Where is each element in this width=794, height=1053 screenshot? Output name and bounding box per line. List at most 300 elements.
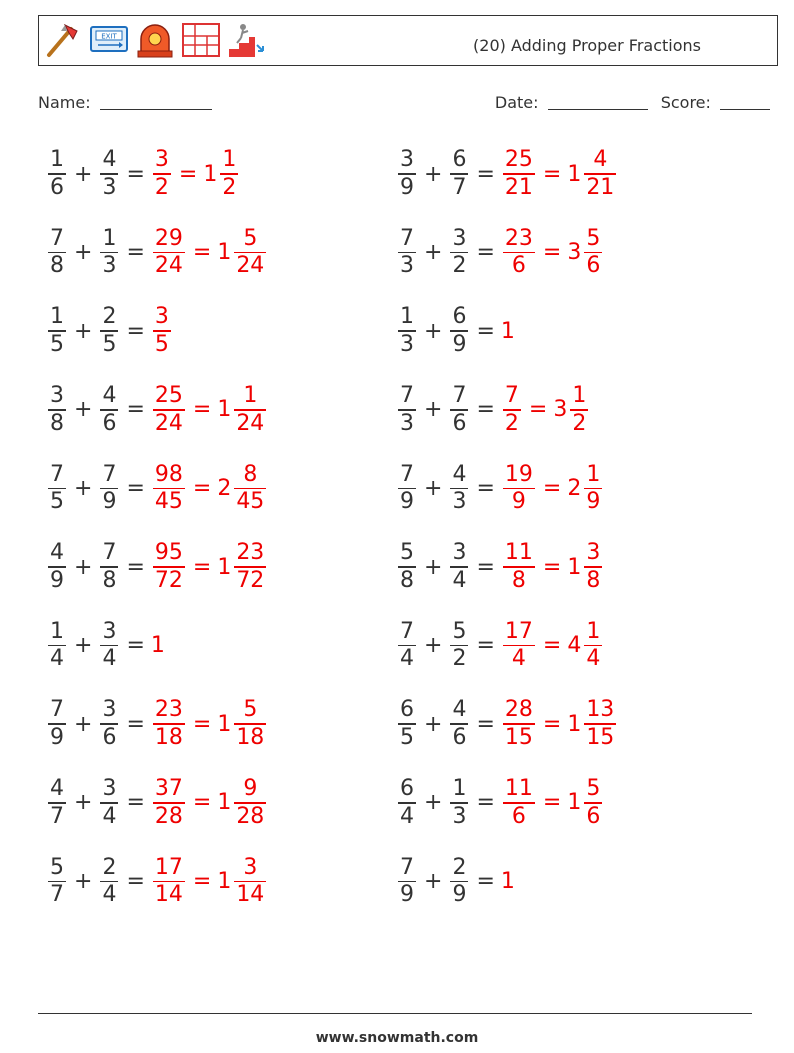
answer	[151, 383, 268, 437]
answer	[501, 147, 618, 201]
denominator: 3	[400, 410, 414, 436]
answer-improper-fraction	[503, 383, 521, 437]
answer-mixed-fraction	[584, 462, 602, 516]
equals-sign: =	[126, 318, 145, 344]
answer	[151, 697, 268, 751]
addend-fraction	[48, 619, 66, 673]
denominator: 5	[154, 331, 169, 357]
answer-equals-sign: =	[192, 554, 212, 580]
answer-whole-part: 1	[217, 711, 232, 737]
numerator: 1	[400, 304, 414, 330]
answer-whole-part: 4	[567, 633, 582, 659]
numerator: 2	[102, 304, 117, 330]
denominator: 28	[154, 803, 183, 829]
numerator: 8	[243, 461, 258, 487]
addend-fraction	[48, 540, 66, 594]
addend-fraction	[450, 383, 468, 437]
problem-question	[396, 226, 501, 280]
denominator: 6	[586, 253, 601, 279]
numerator: 7	[102, 540, 117, 566]
numerator: 3	[452, 540, 467, 566]
date-label: Date:	[494, 93, 539, 112]
answer-mixed-fraction	[234, 855, 266, 909]
problem-item	[46, 535, 268, 599]
numerator: 4	[102, 383, 117, 409]
fire-axe-icon	[43, 21, 83, 59]
denominator: 8	[50, 253, 64, 279]
denominator: 4	[50, 646, 64, 672]
answer	[501, 619, 604, 673]
addend-fraction	[100, 304, 118, 358]
denominator: 2	[452, 646, 467, 672]
equals-sign: =	[476, 397, 495, 423]
denominator: 6	[452, 410, 467, 436]
addend-fraction	[450, 697, 468, 751]
numerator: 13	[586, 697, 615, 723]
addend-fraction	[398, 147, 416, 201]
numerator: 7	[50, 697, 64, 723]
header-icons	[43, 21, 267, 59]
denominator: 4	[511, 646, 526, 672]
problem-question	[46, 226, 151, 280]
plus-sign: +	[74, 318, 93, 344]
numerator: 3	[102, 776, 117, 802]
name-field	[38, 93, 212, 112]
addend-fraction	[398, 383, 416, 437]
denominator: 4	[102, 646, 117, 672]
denominator: 3	[400, 253, 414, 279]
answer	[151, 540, 268, 594]
floor-plan-icon	[181, 21, 221, 59]
problem-item	[396, 692, 618, 756]
numerator: 4	[452, 461, 467, 487]
denominator: 7	[50, 882, 64, 908]
numerator: 4	[50, 776, 64, 802]
numerator: 1	[452, 776, 467, 802]
problem-item	[396, 771, 604, 835]
denominator: 3	[452, 803, 467, 829]
answer-improper-fraction	[503, 147, 535, 201]
answer-whole-number: 1	[500, 318, 515, 344]
problem-question	[46, 619, 151, 673]
addend-fraction	[450, 462, 468, 516]
answer-equals-sign: =	[192, 711, 212, 737]
stairs-escape-icon	[227, 21, 267, 59]
answer-improper-fraction	[503, 776, 535, 830]
numerator: 5	[586, 776, 601, 802]
denominator: 4	[102, 803, 117, 829]
answer-equals-sign: =	[192, 868, 212, 894]
numerator: 1	[586, 618, 601, 644]
denominator: 9	[452, 882, 467, 908]
numerator: 3	[400, 147, 414, 173]
problem-question	[396, 304, 501, 358]
score-label: Score:	[660, 93, 711, 112]
numerator: 25	[154, 383, 183, 409]
answer-whole-part: 1	[217, 397, 232, 423]
numerator: 3	[50, 383, 64, 409]
plus-sign: +	[74, 397, 93, 423]
problem-question	[396, 383, 501, 437]
plus-sign: +	[424, 318, 443, 344]
addend-fraction	[100, 226, 118, 280]
numerator: 17	[504, 618, 533, 644]
answer	[151, 633, 166, 658]
numerator: 5	[400, 540, 414, 566]
denominator: 4	[102, 882, 117, 908]
answer-mixed-fraction	[584, 147, 616, 201]
numerator: 3	[102, 618, 117, 644]
denominator: 21	[586, 174, 615, 200]
answer-whole-part: 3	[553, 397, 568, 423]
plus-sign: +	[424, 711, 443, 737]
equals-sign: =	[126, 161, 145, 187]
denominator: 45	[236, 489, 265, 515]
plus-sign: +	[74, 790, 93, 816]
numerator: 7	[50, 225, 64, 251]
answer-equals-sign: =	[542, 790, 562, 816]
plus-sign: +	[424, 240, 443, 266]
equals-sign: =	[126, 633, 145, 659]
numerator: 6	[452, 147, 467, 173]
answer-whole-part: 3	[567, 240, 582, 266]
problem-item	[46, 378, 268, 442]
problem-question	[46, 540, 151, 594]
answer	[151, 147, 240, 201]
denominator: 3	[102, 174, 117, 200]
problem-item	[396, 849, 516, 913]
addend-fraction	[100, 540, 118, 594]
problem-question	[396, 697, 501, 751]
exit-sign-icon	[89, 21, 129, 59]
denominator: 8	[50, 410, 64, 436]
answer-whole-part: 1	[217, 790, 232, 816]
numerator: 7	[452, 383, 467, 409]
denominator: 2	[154, 174, 169, 200]
numerator: 1	[50, 618, 64, 644]
numerator: 6	[452, 304, 467, 330]
problem-item	[396, 614, 604, 678]
answer-improper-fraction	[153, 226, 185, 280]
answer-mixed-fraction	[584, 619, 602, 673]
answer-whole-part: 2	[567, 475, 582, 501]
numerator: 29	[154, 225, 183, 251]
problem-item	[396, 378, 590, 442]
answer-mixed-fraction	[234, 776, 266, 830]
denominator: 6	[102, 410, 117, 436]
denominator: 5	[50, 331, 64, 357]
numerator: 23	[154, 697, 183, 723]
answer-equals-sign: =	[192, 790, 212, 816]
addend-fraction	[398, 540, 416, 594]
equals-sign: =	[476, 161, 495, 187]
denominator: 5	[400, 724, 414, 750]
numerator: 5	[452, 618, 467, 644]
equals-sign: =	[476, 790, 495, 816]
problem-question	[46, 304, 151, 358]
plus-sign: +	[74, 240, 93, 266]
problem-item	[396, 535, 604, 599]
answer	[501, 383, 590, 437]
answer	[501, 540, 604, 594]
denominator: 14	[154, 882, 183, 908]
denominator: 14	[236, 882, 265, 908]
addend-fraction	[100, 776, 118, 830]
answer	[151, 304, 173, 358]
plus-sign: +	[74, 161, 93, 187]
answer-equals-sign: =	[542, 711, 562, 737]
numerator: 95	[154, 540, 183, 566]
answer-improper-fraction	[503, 540, 535, 594]
equals-sign: =	[476, 475, 495, 501]
numerator: 6	[400, 776, 414, 802]
answer-mixed-fraction	[234, 462, 266, 516]
problem-item	[46, 614, 166, 678]
footer-url[interactable]: www.snowmath.com	[315, 1030, 479, 1046]
denominator: 5	[50, 489, 64, 515]
plus-sign: +	[74, 868, 93, 894]
addend-fraction	[450, 147, 468, 201]
numerator: 7	[504, 383, 519, 409]
answer-whole-part: 1	[217, 554, 232, 580]
addend-fraction	[398, 462, 416, 516]
answer-improper-fraction	[503, 226, 535, 280]
plus-sign: +	[74, 633, 93, 659]
answer-improper-fraction	[153, 304, 171, 358]
numerator: 23	[504, 225, 533, 251]
numerator: 3	[154, 147, 169, 173]
problem-question	[46, 147, 151, 201]
denominator: 24	[236, 410, 265, 436]
name-blank[interactable]	[100, 95, 212, 110]
denominator: 21	[504, 174, 533, 200]
footer-divider	[38, 1013, 752, 1014]
score-blank[interactable]	[720, 95, 770, 110]
denominator: 72	[236, 567, 265, 593]
answer-improper-fraction	[153, 697, 185, 751]
numerator: 9	[243, 776, 258, 802]
answer-whole-part: 1	[567, 790, 582, 816]
addend-fraction	[450, 855, 468, 909]
denominator: 8	[511, 567, 526, 593]
denominator: 2	[504, 410, 519, 436]
denominator: 4	[586, 646, 601, 672]
addend-fraction	[48, 304, 66, 358]
denominator: 24	[154, 410, 183, 436]
equals-sign: =	[476, 711, 495, 737]
date-blank[interactable]	[548, 95, 648, 110]
addend-fraction	[100, 147, 118, 201]
answer-equals-sign: =	[192, 397, 212, 423]
answer	[501, 776, 604, 830]
addend-fraction	[450, 776, 468, 830]
denominator: 7	[50, 803, 64, 829]
equals-sign: =	[476, 318, 495, 344]
denominator: 2	[572, 410, 587, 436]
numerator: 37	[154, 776, 183, 802]
denominator: 15	[504, 724, 533, 750]
answer-mixed-fraction	[234, 697, 266, 751]
plus-sign: +	[74, 711, 93, 737]
answer-mixed-fraction	[570, 383, 588, 437]
denominator: 24	[154, 253, 183, 279]
addend-fraction	[100, 855, 118, 909]
addend-fraction	[398, 697, 416, 751]
equals-sign: =	[126, 711, 145, 737]
problem-question	[396, 462, 501, 516]
numerator: 5	[243, 225, 258, 251]
denominator: 4	[400, 803, 414, 829]
plus-sign: +	[74, 475, 93, 501]
numerator: 7	[400, 225, 414, 251]
addend-fraction	[100, 619, 118, 673]
denominator: 45	[154, 489, 183, 515]
problem-item	[396, 456, 604, 520]
numerator: 25	[504, 147, 533, 173]
answer-equals-sign: =	[542, 554, 562, 580]
denominator: 9	[50, 567, 64, 593]
equals-sign: =	[126, 475, 145, 501]
answer-mixed-fraction	[584, 776, 602, 830]
problem-item	[46, 299, 173, 363]
plus-sign: +	[424, 633, 443, 659]
numerator: 5	[50, 854, 64, 880]
equals-sign: =	[126, 868, 145, 894]
addend-fraction	[48, 776, 66, 830]
denominator: 18	[236, 724, 265, 750]
numerator: 5	[243, 697, 258, 723]
numerator: 1	[102, 225, 117, 251]
denominator: 4	[400, 646, 414, 672]
problem-item	[46, 771, 268, 835]
addend-fraction	[100, 462, 118, 516]
denominator: 8	[586, 567, 601, 593]
addend-fraction	[450, 304, 468, 358]
addend-fraction	[48, 147, 66, 201]
answer-equals-sign: =	[192, 240, 212, 266]
denominator: 8	[400, 567, 414, 593]
answer	[151, 776, 268, 830]
answer-improper-fraction	[153, 540, 185, 594]
numerator: 7	[400, 383, 414, 409]
answer-equals-sign: =	[542, 633, 562, 659]
numerator: 17	[154, 854, 183, 880]
answer-improper-fraction	[153, 383, 185, 437]
plus-sign: +	[424, 554, 443, 580]
numerator: 19	[504, 461, 533, 487]
denominator: 72	[154, 567, 183, 593]
addend-fraction	[48, 226, 66, 280]
numerator: 7	[400, 461, 414, 487]
numerator: 3	[586, 540, 601, 566]
answer	[151, 462, 268, 516]
denominator: 18	[154, 724, 183, 750]
answer-whole-part: 1	[567, 161, 582, 187]
addend-fraction	[450, 619, 468, 673]
answer	[501, 462, 604, 516]
denominator: 3	[452, 489, 467, 515]
numerator: 1	[50, 147, 64, 173]
numerator: 3	[102, 697, 117, 723]
numerator: 28	[504, 697, 533, 723]
problem-item	[396, 299, 516, 363]
problem-question	[46, 383, 151, 437]
svg-text:EXIT: EXIT	[101, 32, 117, 41]
header-box	[38, 15, 778, 66]
addend-fraction	[450, 540, 468, 594]
addend-fraction	[398, 226, 416, 280]
name-label: Name:	[38, 93, 91, 112]
numerator: 4	[452, 697, 467, 723]
equals-sign: =	[126, 554, 145, 580]
answer-improper-fraction	[503, 462, 535, 516]
answer-mixed-fraction	[584, 697, 616, 751]
answer	[501, 319, 516, 344]
addend-fraction	[398, 619, 416, 673]
answer-equals-sign: =	[542, 240, 562, 266]
problem-question	[396, 776, 501, 830]
plus-sign: +	[74, 554, 93, 580]
denominator: 7	[452, 174, 467, 200]
equals-sign: =	[126, 397, 145, 423]
addend-fraction	[398, 855, 416, 909]
denominator: 3	[400, 331, 414, 357]
denominator: 5	[102, 331, 117, 357]
denominator: 28	[236, 803, 265, 829]
denominator: 24	[236, 253, 265, 279]
numerator: 6	[400, 697, 414, 723]
addend-fraction	[398, 776, 416, 830]
answer-mixed-fraction	[584, 540, 602, 594]
denominator: 6	[102, 724, 117, 750]
problem-item	[46, 692, 268, 756]
answer-whole-part: 1	[217, 868, 232, 894]
denominator: 9	[400, 489, 414, 515]
addend-fraction	[48, 697, 66, 751]
numerator: 1	[243, 383, 258, 409]
numerator: 2	[452, 854, 467, 880]
problem-question	[46, 776, 151, 830]
answer	[501, 697, 618, 751]
denominator: 9	[400, 174, 414, 200]
problem-question	[396, 855, 501, 909]
numerator: 4	[593, 147, 608, 173]
answer-improper-fraction	[503, 619, 535, 673]
problem-question	[46, 855, 151, 909]
denominator: 9	[452, 331, 467, 357]
problem-question	[46, 462, 151, 516]
plus-sign: +	[424, 397, 443, 423]
numerator: 7	[102, 461, 117, 487]
denominator: 9	[102, 489, 117, 515]
denominator: 6	[511, 253, 526, 279]
numerator: 2	[102, 854, 117, 880]
numerator: 3	[452, 225, 467, 251]
answer-improper-fraction	[153, 462, 185, 516]
denominator: 6	[511, 803, 526, 829]
plus-sign: +	[424, 161, 443, 187]
alarm-light-icon	[135, 21, 175, 59]
problem-item	[46, 142, 240, 206]
answer-equals-sign: =	[192, 475, 212, 501]
answer-whole-number: 1	[150, 633, 165, 659]
denominator: 4	[452, 567, 467, 593]
answer-improper-fraction	[153, 855, 185, 909]
numerator: 1	[586, 461, 601, 487]
equals-sign: =	[476, 240, 495, 266]
problem-item	[396, 142, 618, 206]
plus-sign: +	[424, 475, 443, 501]
